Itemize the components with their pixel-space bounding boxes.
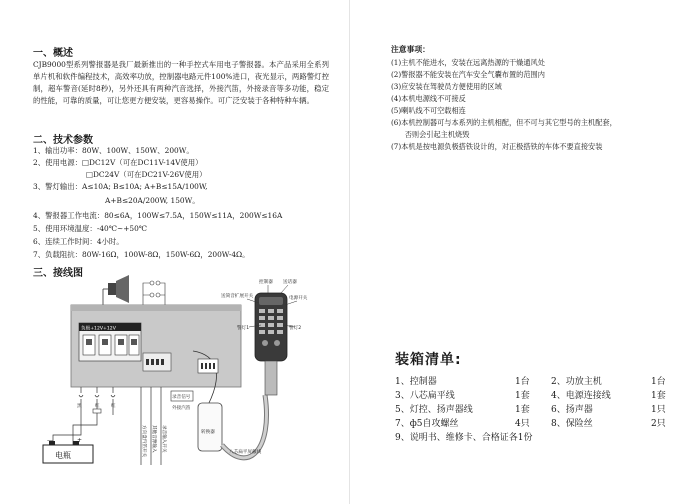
svg-text:—: —: [47, 437, 53, 444]
lamp1-label: 警灯1: [237, 326, 250, 331]
note-item: 否则会引起主机烧毁: [391, 130, 470, 139]
warning-lamp-icon: [150, 281, 160, 297]
wire-red-label: 红: [111, 404, 116, 409]
converter: [198, 403, 222, 451]
packing-item: 2、功放主机: [551, 377, 602, 387]
wiring-diagram: [33, 275, 318, 497]
packing-row: [395, 416, 695, 430]
packing-title: 装箱清单:: [395, 352, 462, 368]
packing-item: 6、扬声器: [551, 405, 593, 415]
packing-row: [395, 374, 695, 388]
packing-qty: 1套: [515, 405, 530, 415]
packing-row: [395, 430, 695, 444]
packing-qty: 1套: [515, 391, 530, 401]
notes-list: [391, 57, 617, 153]
wire-label: 录音输入开关: [161, 425, 166, 453]
packing-item: 1、控制器: [395, 377, 437, 387]
controller-handset: [255, 293, 287, 395]
note-item: (6)本机控制器可与本系列的主机相配，但不可与其它型号的主机配套，: [391, 118, 617, 127]
packing-qty: 1台: [515, 377, 530, 387]
section-3-title: 三、接线图: [33, 268, 83, 279]
overview-paragraph: CJB9000型系列警报器是我厂最新推出的一种手控式车用电子警报器。本产品采用全系列单片机和软件编程技术，高效率功放，控制器电路元件100%进口，夜光显示，两路警灯控制，超车警音(延时8秒)，另外还具有两种汽音选择，外接汽笛，外接录音等多功能，稳定的性能，可靠的质量，可让您更方便安装，更容易操作。可广泛安装于各种特种车辆。: [33, 60, 329, 105]
power-switch-label: 电源开关: [289, 296, 308, 301]
speaker-port-label: 送简音扩展开关: [221, 294, 254, 299]
battery-label: 电瓶: [55, 451, 71, 460]
note-item: (2)警报器不能安装在汽车安全气囊布置的范围内: [391, 70, 545, 79]
section-1-title: 一、概述: [33, 48, 73, 59]
notes-title: 注意事项：: [391, 45, 430, 54]
packing-row: [395, 402, 695, 416]
spec-line: 6、连续工作时间：4小时。: [33, 237, 124, 246]
speaker-switch-label: 送话器: [283, 280, 297, 285]
spec-line: 2、使用电源：□DC12V（可在DC11V-14V使用）: [33, 158, 203, 167]
right-page: [350, 0, 700, 504]
mic-input-label: 外接汽笛: [172, 406, 191, 411]
spec-line: 7、负载阻抗：80W-16Ω，100W-8Ω，150W-6Ω，200W-4Ω。: [33, 250, 250, 259]
cable-label: 八芯扁平屏蔽线: [229, 450, 262, 455]
packing-qty: 2只: [651, 419, 666, 429]
packing-item: 3、八芯扁平线: [395, 391, 455, 401]
speaker-horn-icon: [108, 275, 129, 303]
packing-qty: 1台: [651, 377, 666, 387]
note-item: (4)本机电源线不可接反: [391, 94, 466, 103]
packing-item: 8、保险丝: [551, 419, 593, 429]
packing-qty: 4只: [515, 419, 530, 429]
spec-line: 5、使用环境温度：-40℃~+50℃: [33, 224, 148, 233]
spec-line: □DC24V（可在DC21V-26V使用）: [86, 170, 207, 179]
packing-qty: 1只: [651, 405, 666, 415]
section-2-title: 二、技术参数: [33, 135, 93, 146]
spec-line: A+B≤20A/200W, 150W。: [105, 196, 200, 205]
svg-text:+: +: [77, 437, 83, 444]
note-item: (3)应安装在驾驶员方便使用的区域: [391, 82, 502, 91]
note-item: (7)本机是按电源负极搭铁设计的，对正极搭铁的车体不要直接安装: [391, 142, 603, 151]
spec-line: 1、输出功率：80W、100W、150W、200W。: [33, 146, 194, 155]
lamp2-label: 警灯2: [289, 326, 302, 331]
spec-line: 4、警报器工作电流：80≤6A，100W≤7.5A，150W≤11A，200W≤16A: [33, 211, 283, 220]
converter-label: 转换器: [201, 430, 215, 435]
packing-row: [395, 388, 695, 402]
packing-item: 9、说明书、维修卡、合格证各1份: [395, 433, 533, 443]
packing-item: 5、灯控、扬声器线: [395, 405, 473, 415]
wire-label: 其他音源输入: [151, 425, 156, 453]
spec-line: 3、警灯输出：A≤10A; B≤10A; A+B≤15A/100W,: [33, 182, 208, 191]
packing-list: [395, 374, 695, 444]
packing-qty: 1套: [651, 391, 666, 401]
wire-red-label: 红: [95, 404, 100, 409]
packing-item: 7、ф5自攻螺丝: [395, 419, 459, 429]
terminal-label: 负极+12V+12V: [81, 326, 116, 332]
note-item: (1)主机不能进水，安装在远离热源的干燥通风处: [391, 58, 545, 67]
controller-label: 控制器: [259, 280, 273, 285]
wire-label: 方向盘汽笛开关: [141, 425, 146, 458]
packing-item: 4、电源连接线: [551, 391, 611, 401]
recording-label: 录音信号: [172, 395, 191, 400]
note-item: (5)喇叭线不可空载相连: [391, 106, 466, 115]
wire-black-label: 黑: [77, 404, 82, 409]
